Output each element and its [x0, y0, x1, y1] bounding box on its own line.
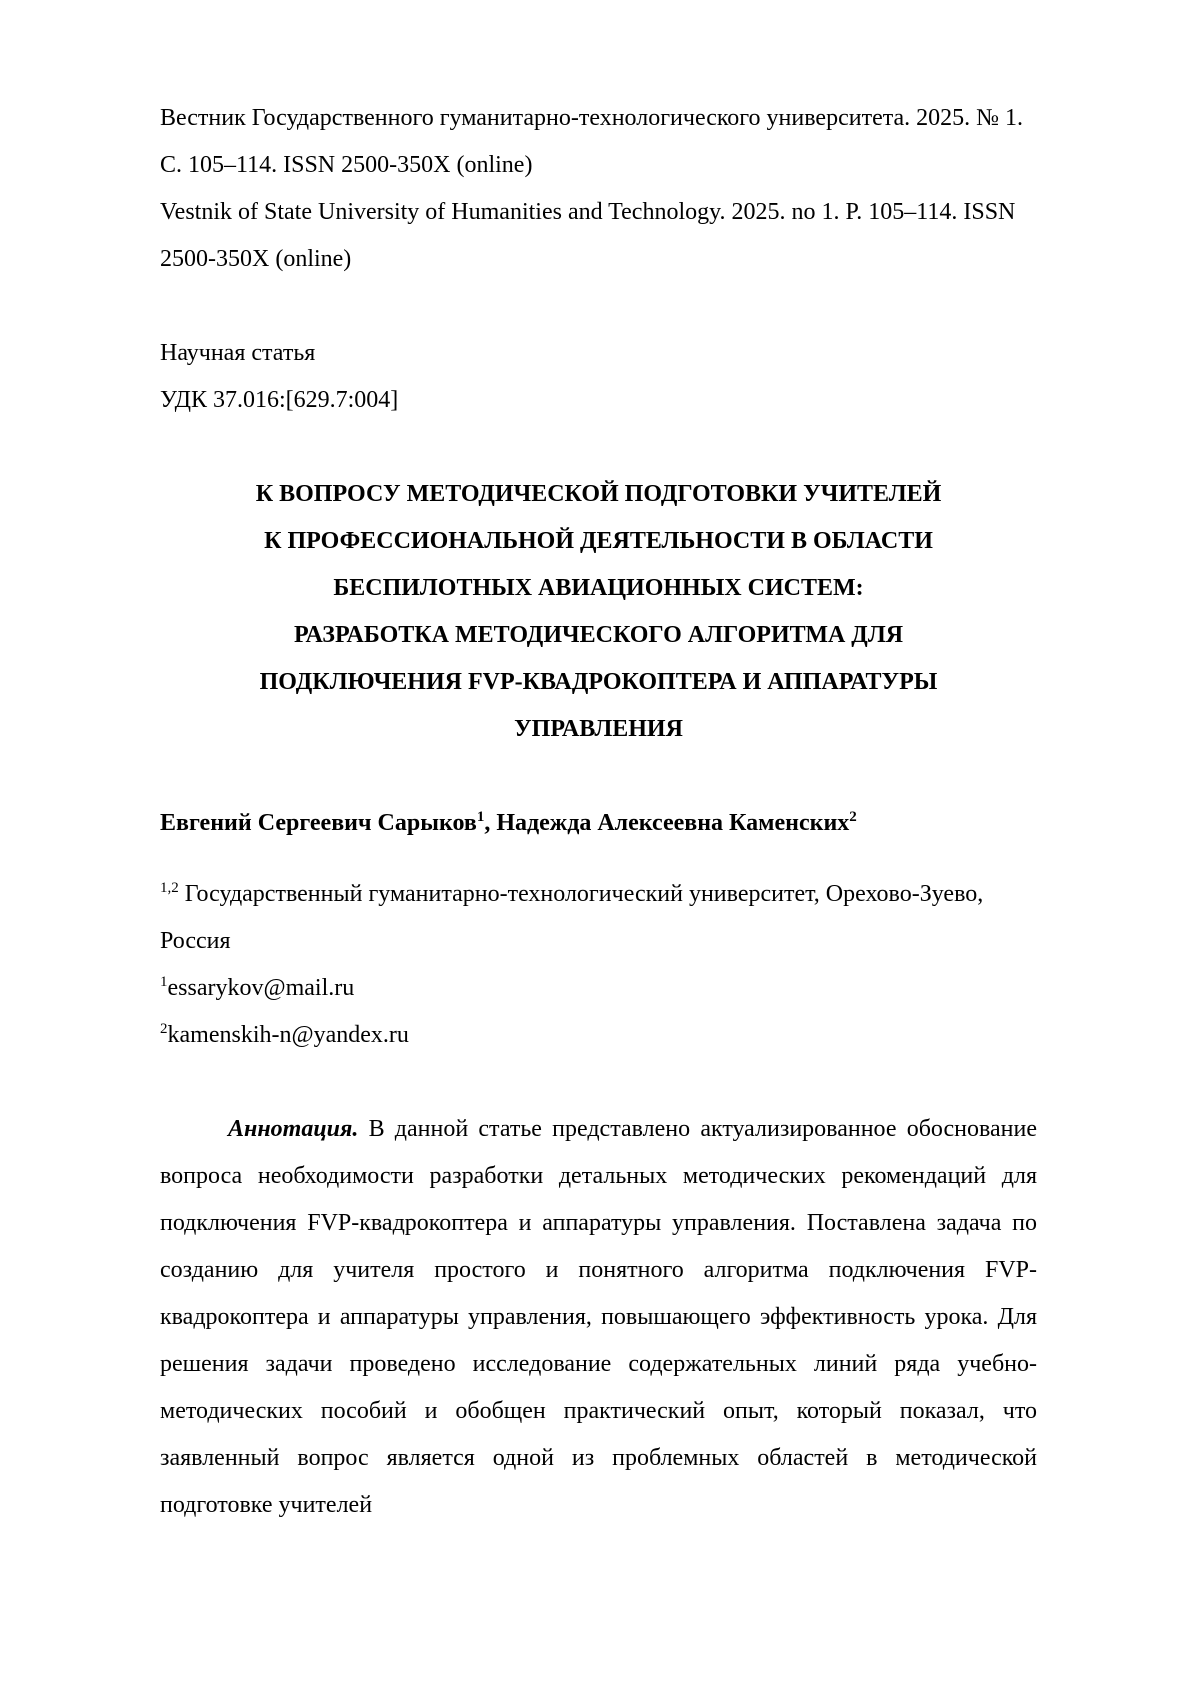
title-line-2: К ПРОФЕССИОНАЛЬНОЙ ДЕЯТЕЛЬНОСТИ В ОБЛАСТИ	[264, 528, 933, 554]
journal-header-ru: Вестник Государственного гуманитарно-технологического университета. 2025. № 1. С. 105–114. ISSN 2500-350X (online)	[160, 105, 1024, 178]
title-line-1: К ВОПРОСУ МЕТОДИЧЕСКОЙ ПОДГОТОВКИ УЧИТЕЛЕЙ	[255, 481, 942, 507]
author-2-superscript: 2	[849, 809, 857, 825]
abstract-text: В данной статье представлено актуализированное обоснование вопроса необходимости разработки детальных методических рекомендаций для подключения FVP-квадрокоптера и аппаратуры управления. Поставлена задача по созданию для учителя простого и понятного алгоритма подключения FVP-квадрокоптера и аппаратуры управления, повышающего эффективность урока. Для решения задачи проведено исследование содержательных линий ряда учебно-методических пособий и обобщен практический опыт, который показал, что заявленный вопрос является одной из проблемных областей в методической подготовке учителей	[160, 1116, 1037, 1518]
author-2-name: Надежда Алексеевна Каменских	[496, 810, 850, 836]
udc-code: УДК 37.016:[629.7:004]	[160, 387, 399, 413]
journal-header-en: Vestnik of State University of Humanities and Technology. 2025. no 1. P. 105–114. ISSN 2500-350X (online)	[160, 199, 1016, 272]
affiliation-line	[160, 871, 1037, 965]
title-line-3: БЕСПИЛОТНЫХ АВИАЦИОННЫХ СИСТЕМ:	[333, 575, 864, 601]
article-type-label: Научная статья	[160, 340, 316, 366]
email-line-1	[160, 965, 1037, 1012]
title-line-5: ПОДКЛЮЧЕНИЯ FVP-КВАДРОКОПТЕРА И АППАРАТУРЫ	[259, 669, 938, 695]
email-2-superscript: 2	[160, 1021, 168, 1037]
author-1-superscript: 1	[476, 809, 485, 825]
affiliation-superscript: 1,2	[160, 880, 179, 896]
authors-line	[160, 800, 1037, 847]
authors-separator: ,	[484, 810, 497, 836]
abstract-label: Аннотация.	[228, 1116, 359, 1142]
email-line-2	[160, 1012, 1037, 1059]
email-1-superscript: 1	[160, 974, 168, 990]
article-title	[160, 471, 1037, 753]
email-2-address: kamenskih-n@yandex.ru	[167, 1022, 409, 1048]
author-1-name: Евгений Сергеевич Сарыков	[160, 810, 477, 836]
title-line-6: УПРАВЛЕНИЯ	[514, 716, 683, 742]
abstract-paragraph	[160, 1106, 1037, 1529]
email-1-address: essarykov@mail.ru	[167, 975, 355, 1001]
title-line-4: РАЗРАБОТКА МЕТОДИЧЕСКОГО АЛГОРИТМА ДЛЯ	[293, 622, 904, 648]
affiliation-text: Государственный гуманитарно-технологический университет, Орехово-Зуево, Россия	[160, 881, 984, 954]
